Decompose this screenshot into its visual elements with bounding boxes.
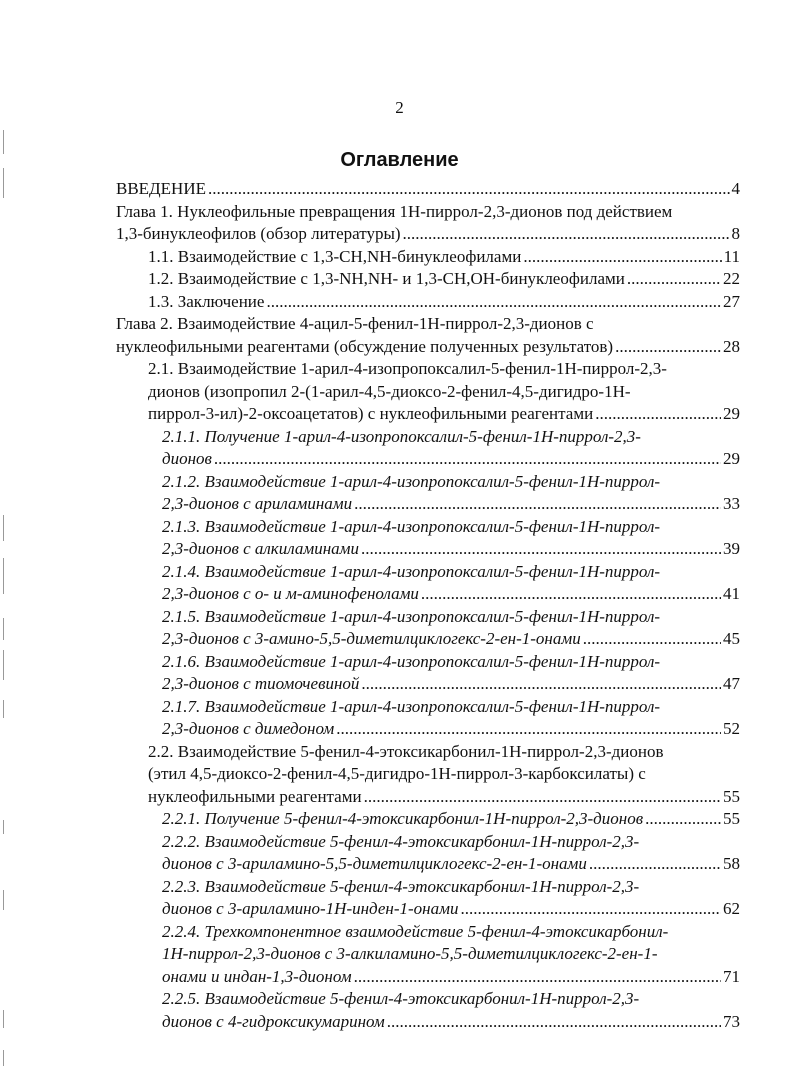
toc-entry-line: 2.1.7. Взаимодействие 1-арил-4-изопропоксалил-5-фенил-1H-пиррол-	[162, 696, 661, 716]
toc-entry-text: пиррол-3-ил)-2-оксоацетатов) с нуклеофильными реагентами	[148, 404, 594, 423]
toc-entry	[116, 741, 740, 809]
dot-leader	[589, 853, 721, 876]
toc-page-number: 8	[731, 224, 740, 243]
scan-margin-marks	[3, 130, 13, 1070]
toc-entry	[116, 921, 740, 989]
toc-entry	[116, 696, 740, 741]
toc-entry	[116, 358, 740, 426]
dot-leader	[364, 786, 721, 809]
toc-entry-text: 1,3-бинуклеофилов (обзор литературы)	[116, 224, 401, 243]
toc-entry-text: 2,3-дионов с 3-амино-5,5-диметилциклогекс-2-ен-1-онами	[162, 629, 581, 648]
toc-entry	[116, 876, 740, 921]
dot-leader	[208, 178, 730, 201]
dot-leader	[387, 1011, 721, 1034]
dot-leader	[403, 223, 730, 246]
toc-entry-text: 2,3-дионов с о- и м-аминофенолами	[162, 584, 419, 603]
toc-entry-last-line	[162, 448, 740, 471]
toc-page-number: 11	[723, 246, 740, 266]
table-of-contents	[116, 178, 740, 1033]
toc-entry-line: 2.2.5. Взаимодействие 5-фенил-4-этоксикарбонил-1H-пиррол-2,3-	[162, 989, 640, 1008]
toc-entry-text: 2,3-дионов с алкиламинами	[162, 539, 359, 558]
toc-page-number: 62	[723, 899, 740, 918]
toc-entry-line: дионов (изопропил 2-(1-арил-4,5-диоксо-2-фенил-4,5-дигидро-1H-	[148, 381, 631, 401]
toc-entry	[116, 651, 740, 696]
toc-entry-last-line	[162, 966, 740, 989]
toc-entry-last-line	[148, 246, 740, 269]
toc-entry-text: 2,3-дионов с димедоном	[162, 719, 335, 738]
dot-leader	[645, 808, 721, 831]
dot-leader	[266, 291, 721, 314]
toc-entry	[116, 808, 740, 831]
toc-entry-last-line	[148, 291, 740, 314]
dot-leader	[354, 966, 721, 989]
toc-entry-text: нуклеофильными реагентами	[148, 786, 362, 806]
toc-entry	[116, 831, 740, 876]
toc-entry-last-line	[162, 898, 740, 921]
toc-entry-text: 1.1. Взаимодействие с 1,3-CH,NH-бинуклеофилами	[148, 246, 522, 266]
toc-entry-text: дионов с 3-ариламино-1H-инден-1-онами	[162, 899, 459, 918]
toc-page-number: 29	[723, 404, 740, 423]
toc-entry-line: (этил 4,5-диоксо-2-фенил-4,5-дигидро-1H-пиррол-3-карбоксилаты) с	[148, 764, 646, 783]
toc-entry-line: Глава 2. Взаимодействие 4-ацил-5-фенил-1H-пиррол-2,3-дионов с	[116, 314, 594, 333]
dot-leader	[361, 538, 721, 561]
dot-leader	[460, 898, 721, 921]
toc-entry	[116, 313, 740, 358]
toc-entry-last-line	[162, 673, 740, 696]
toc-entry	[116, 291, 740, 314]
toc-page-number: 41	[723, 584, 740, 603]
toc-page-number: 22	[723, 269, 740, 288]
toc-page-number: 4	[731, 179, 740, 198]
dot-leader	[627, 268, 721, 291]
toc-entry-last-line	[162, 808, 740, 831]
toc-entry-line: 2.2.3. Взаимодействие 5-фенил-4-этоксикарбонил-1H-пиррол-2,3-	[162, 876, 640, 896]
toc-entry-last-line	[116, 178, 740, 201]
dot-leader	[615, 336, 721, 359]
toc-entry-text: дионов с 3-ариламино-5,5-диметилциклогекс-2-ен-1-онами	[162, 854, 587, 873]
toc-entry-text: 2,3-дионов с ариламинами	[162, 494, 353, 513]
toc-page-number: 52	[723, 719, 740, 738]
toc-entry-last-line	[148, 403, 740, 426]
toc-entry-line: 2.1.4. Взаимодействие 1-арил-4-изопропоксалил-5-фенил-1H-пиррол-	[162, 561, 661, 581]
toc-entry	[116, 246, 740, 269]
toc-entry-line: 2.1.6. Взаимодействие 1-арил-4-изопропоксалил-5-фенил-1H-пиррол-	[162, 651, 661, 671]
toc-entry	[116, 606, 740, 651]
toc-page-number: 29	[723, 449, 740, 468]
toc-page-number: 73	[723, 1011, 740, 1031]
toc-entry-last-line	[148, 268, 740, 291]
toc-entry-text: онами и индан-1,3-дионом	[162, 966, 352, 986]
toc-page-number: 71	[723, 966, 740, 986]
toc-entry-text: дионов	[162, 449, 212, 468]
dot-leader	[523, 246, 721, 269]
page-number: 2	[395, 98, 404, 117]
toc-entry-line: 1H-пиррол-2,3-дионов с 3-алкиламино-5,5-диметилциклогекс-2-ен-1-	[162, 944, 658, 963]
dot-leader	[336, 718, 721, 741]
toc-entry	[116, 178, 740, 201]
toc-entry-line: 2.1.3. Взаимодействие 1-арил-4-изопропоксалил-5-фенил-1H-пиррол-	[162, 516, 661, 536]
dot-leader	[361, 673, 721, 696]
toc-entry	[116, 561, 740, 606]
dot-leader	[214, 448, 721, 471]
toc-entry-last-line	[148, 786, 740, 809]
toc-page-number: 33	[723, 494, 740, 513]
toc-entry-text: ВВЕДЕНИЕ	[116, 179, 206, 198]
toc-entry	[116, 201, 740, 246]
toc-entry-last-line	[162, 493, 740, 516]
toc-entry-line: 2.1.5. Взаимодействие 1-арил-4-изопропоксалил-5-фенил-1H-пиррол-	[162, 606, 661, 626]
toc-entry-last-line	[162, 583, 740, 606]
toc-entry-text: 2,3-дионов с тиомочевиной	[162, 674, 360, 693]
toc-entry-last-line	[162, 538, 740, 561]
toc-entry-last-line	[116, 336, 740, 359]
toc-page-number: 39	[723, 539, 740, 558]
dot-leader	[583, 628, 721, 651]
toc-entry-line: 2.2.4. Трехкомпонентное взаимодействие 5-фенил-4-этоксикарбонил-	[162, 921, 669, 941]
toc-entry-last-line	[116, 223, 740, 246]
toc-page-number: 55	[723, 809, 740, 828]
toc-entry-text: 1.3. Заключение	[148, 291, 265, 311]
toc-entry	[116, 268, 740, 291]
dot-leader	[354, 493, 721, 516]
toc-page-number: 47	[723, 674, 740, 693]
toc-title: Оглавление	[340, 149, 459, 171]
toc-entry	[116, 426, 740, 471]
toc-entry-line: 2.2. Взаимодействие 5-фенил-4-этоксикарбонил-1H-пиррол-2,3-дионов	[148, 741, 664, 761]
toc-entry-line: 2.1. Взаимодействие 1-арил-4-изопропоксалил-5-фенил-1H-пиррол-2,3-	[148, 359, 667, 378]
toc-entry-text: 1.2. Взаимодействие с 1,3-NH,NH- и 1,3-CH,OH-бинуклеофилами	[148, 269, 625, 288]
toc-entry-line: 2.1.1. Получение 1-арил-4-изопропоксалил-5-фенил-1H-пиррол-2,3-	[162, 426, 641, 446]
toc-page-number: 27	[723, 291, 740, 311]
toc-entry-line: 2.1.2. Взаимодействие 1-арил-4-изопропоксалил-5-фенил-1H-пиррол-	[162, 471, 661, 491]
toc-page-number: 45	[723, 629, 740, 648]
toc-page-number: 55	[723, 786, 740, 806]
toc-entry-text: дионов с 4-гидроксикумарином	[162, 1011, 385, 1031]
toc-entry-last-line	[162, 853, 740, 876]
toc-entry	[116, 988, 740, 1033]
toc-entry-text: 2.2.1. Получение 5-фенил-4-этоксикарбонил-1H-пиррол-2,3-дионов	[162, 809, 644, 828]
toc-entry-line: Глава 1. Нуклеофильные превращения 1H-пиррол-2,3-дионов под действием	[116, 201, 673, 221]
toc-entry-last-line	[162, 718, 740, 741]
toc-entry	[116, 471, 740, 516]
toc-entry-last-line	[162, 1011, 740, 1034]
dot-leader	[595, 403, 721, 426]
toc-page-number: 28	[723, 336, 740, 356]
dot-leader	[421, 583, 721, 606]
toc-entry-text: нуклеофильными реагентами (обсуждение полученных результатов)	[116, 336, 614, 356]
toc-entry	[116, 516, 740, 561]
toc-entry-line: 2.2.2. Взаимодействие 5-фенил-4-этоксикарбонил-1H-пиррол-2,3-	[162, 831, 640, 851]
toc-page-number: 58	[723, 854, 740, 873]
toc-entry-last-line	[162, 628, 740, 651]
